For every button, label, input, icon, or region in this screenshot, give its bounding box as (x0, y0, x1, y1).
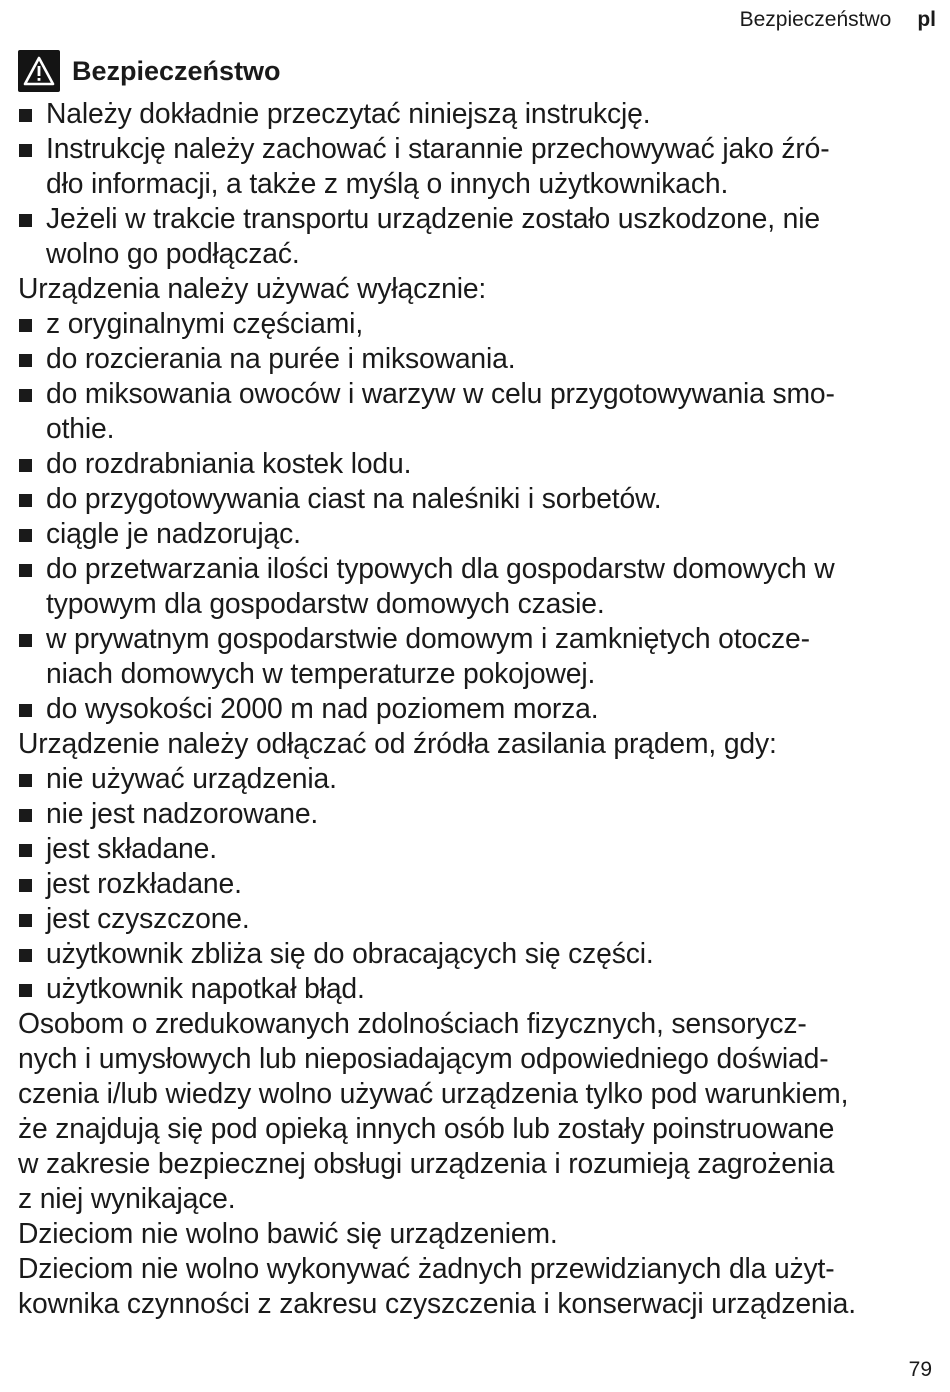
list-item (18, 376, 938, 446)
list-item-text: ciągle je nadzorując. (46, 517, 301, 549)
paragraph-line: Osobom o zredukowanych zdolnościach fizycznych, sensorycz- (18, 1007, 807, 1039)
list-item (18, 621, 938, 691)
list-item (18, 481, 938, 516)
list-item (18, 516, 938, 551)
list-item (18, 201, 938, 271)
disconnect-intro: Urządzenie należy odłączać od źródła zasilania prądem, gdy: (18, 727, 777, 759)
list-item-text: do przetwarzania ilości typowych dla gospodarstw domowych w (46, 552, 835, 584)
paragraph-line: kownika czynności z zakresu czyszczenia i konserwacji urządzenia. (18, 1287, 856, 1319)
list-item (18, 901, 938, 936)
paragraph-line: nych i umysłowych lub nieposiadającym odpowiedniego doświad- (18, 1042, 829, 1074)
intended-use-intro: Urządzenia należy używać wyłącznie: (18, 272, 487, 304)
list-item-text: Jeżeli w trakcie transportu urządzenie zostało uszkodzone, nie (46, 202, 820, 234)
list-item-text: wolno go podłączać. (46, 237, 300, 269)
list-item (18, 96, 938, 131)
list-item-text: do rozdrabniania kostek lodu. (46, 447, 412, 479)
running-header-section: Bezpieczeństwo (739, 8, 892, 31)
section-heading: Bezpieczeństwo (72, 55, 281, 86)
list-item (18, 341, 938, 376)
page-number: 79 (908, 1358, 932, 1381)
paragraph-line: w zakresie bezpiecznej obsługi urządzenia i rozumieją zagrożenia (18, 1147, 835, 1179)
list-item-text: jest czyszczone. (46, 902, 250, 934)
running-header-lang: pl (917, 8, 936, 31)
list-item-text: użytkownik napotkał błąd. (46, 972, 365, 1004)
intended-use-list (18, 306, 938, 726)
children-cleaning-paragraph (18, 1251, 938, 1321)
paragraph-line: Dzieciom nie wolno wykonywać żadnych przewidzianych dla użyt- (18, 1252, 835, 1284)
list-item-text: jest rozkładane. (46, 867, 242, 899)
list-item-text: othie. (46, 412, 115, 444)
persons-paragraph (18, 1006, 938, 1216)
section-title (18, 50, 281, 92)
list-item (18, 831, 938, 866)
list-item-text: w prywatnym gospodarstwie domowym i zamkniętych otocze- (46, 622, 810, 654)
disconnect-list (18, 761, 938, 1006)
warning-triangle-icon (18, 50, 60, 92)
list-item (18, 866, 938, 901)
list-item-text: nie jest nadzorowane. (46, 797, 319, 829)
list-item (18, 971, 938, 1006)
list-item (18, 691, 938, 726)
paragraph-line: czenia i/lub wiedzy wolno używać urządzenia tylko pod warunkiem, (18, 1077, 849, 1109)
list-item-text: do rozcierania na purée i miksowania. (46, 342, 516, 374)
list-item (18, 761, 938, 796)
list-item (18, 551, 938, 621)
list-item (18, 936, 938, 971)
list-item (18, 446, 938, 481)
list-item (18, 306, 938, 341)
list-item-text: Należy dokładnie przeczytać niniejszą instrukcję. (46, 97, 651, 129)
list-item-text: niach domowych w temperaturze pokojowej. (46, 657, 596, 689)
list-item (18, 131, 938, 201)
paragraph-line: że znajdują się pod opieką innych osób lub zostały poinstruowane (18, 1112, 835, 1144)
list-item-text: jest składane. (46, 832, 217, 864)
list-item (18, 796, 938, 831)
list-item-text: do przygotowywania ciast na naleśniki i sorbetów. (46, 482, 662, 514)
children-play-paragraph: Dzieciom nie wolno bawić się urządzeniem. (18, 1217, 558, 1249)
list-item-text: użytkownik zbliża się do obracających się części. (46, 937, 654, 969)
list-item-text: dło informacji, a także z myślą o innych użytkownikach. (46, 167, 729, 199)
list-item-text: do wysokości 2000 m nad poziomem morza. (46, 692, 599, 724)
list-item-text: typowym dla gospodarstw domowych czasie. (46, 587, 605, 619)
list-item-text: Instrukcję należy zachować i starannie przechowywać jako źró- (46, 132, 830, 164)
safety-content (18, 96, 938, 1321)
paragraph-line: z niej wynikające. (18, 1182, 236, 1214)
list-item-text: z oryginalnymi częściami, (46, 307, 364, 339)
list-item-text: do miksowania owoców i warzyw w celu przygotowywania smo- (46, 377, 835, 409)
list-item-text: nie używać urządzenia. (46, 762, 337, 794)
general-safety-list (18, 96, 938, 271)
running-header (740, 8, 936, 32)
